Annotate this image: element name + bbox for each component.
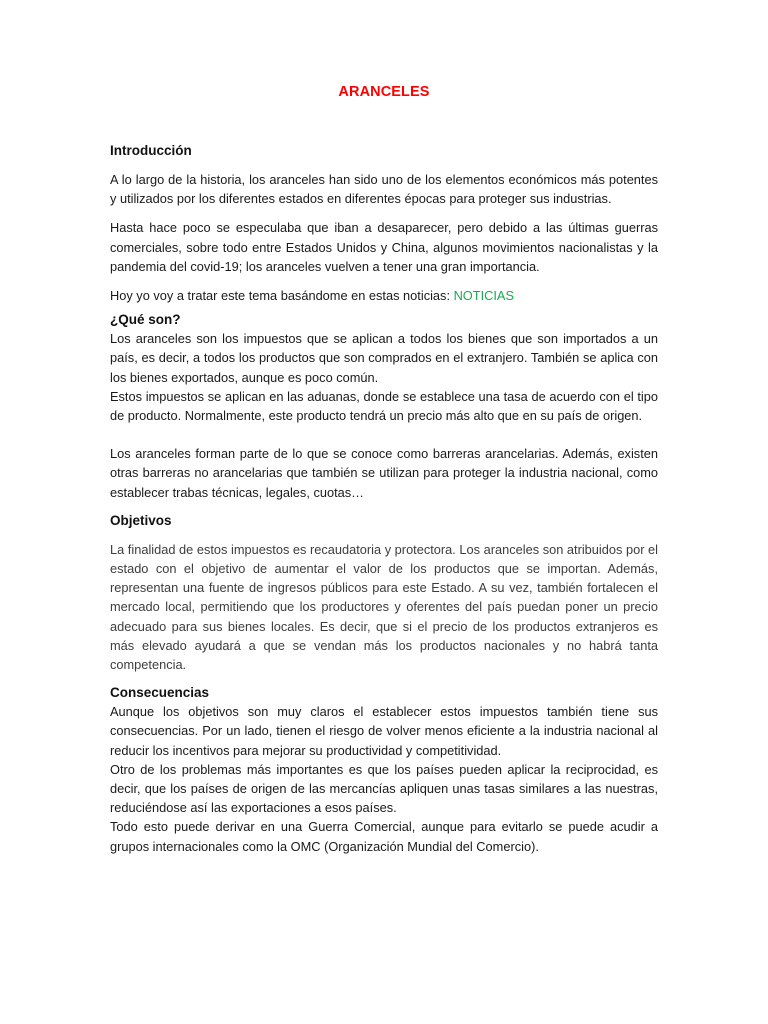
document-title: ARANCELES <box>338 84 430 100</box>
intro-paragraph-2: Hasta hace poco se especulaba que iban a desaparecer, pero debido a las últimas guerras comerciales, sobre todo entre Estados Unidos y China, algunos movimientos nacionalistas y la pandemia del covid-19; los aranceles vuelven a tener una gran importancia. <box>110 220 658 274</box>
heading-consecuencias: Consecuencias <box>110 685 210 701</box>
heading-que-son: ¿Qué son? <box>110 312 181 328</box>
consecuencias-paragraph-1: Aunque los objetivos son muy claros el establecer estos impuestos también tiene sus consecuencias. Por un lado, tienen el riesgo de volver menos eficiente a la industria nacional al reducir los incentivos para mejorar su productividad y competitividad. <box>110 704 658 758</box>
intro-paragraph-3 <box>110 286 658 305</box>
heading-introduccion: Introducción <box>110 143 192 158</box>
consecuencias-paragraph-2: Otro de los problemas más importantes es que los países pueden aplicar la reciprocidad, es decir, que los países de origen de las mercancías apliquen unas tasas similares a las nuestras, reduciéndose así las exportaciones a esos países. <box>110 761 658 816</box>
heading-objetivos: Objetivos <box>110 512 172 528</box>
noticias-link[interactable]: NOTICIAS <box>453 288 514 304</box>
que-son-paragraph-1: Los aranceles son los impuestos que se aplican a todos los bienes que son importados a un país, es decir, a todos los productos que son comprados en el extranjero. También se aplica con los bienes exportados, aunque es poco común. <box>110 331 658 385</box>
intro-paragraph-1: A lo largo de la historia, los aranceles han sido uno de los elementos económicos más potentes y utilizados por los diferentes estados en diferentes épocas para proteger sus industrias. <box>110 172 658 207</box>
que-son-paragraph-3: Los aranceles forman parte de lo que se conoce como barreras arancelarias. Además, existen otras barreras no arancelarias que también se utilizan para proteger la industria nacional, como establecer trabas técnicas, legales, cuotas… <box>110 446 658 500</box>
que-son-paragraph-2: Estos impuestos se aplican en las aduanas, donde se establece una tasa de acuerdo con el tipo de producto. Normalmente, este producto tendrá un precio más alto que en su país de origen. <box>110 388 658 424</box>
intro-paragraph-3-text: Hoy yo voy a tratar este tema basándome en estas noticias: <box>110 288 454 304</box>
objetivos-paragraph-1: La finalidad de estos impuestos es recaudatoria y protectora. Los aranceles son atribuidos por el estado con el objetivo de aumentar el valor de los productos que se importan. Además, representan una fuente de ingresos públicos para este Estado. A su vez, también fortalecen el mercado local, permitiendo que los productores y oferentes del país puedan poner un precio adecuado para sus bienes locales. Es decir, que si el precio de los productos extranjeros es más elevado ayudará a que se vendan más los productos nacionales y no habrá tanta competencia. <box>110 541 658 673</box>
consecuencias-paragraph-3: Todo esto puede derivar en una Guerra Comercial, aunque para evitarlo se puede acudir a grupos internacionales como la OMC (Organización Mundial del Comercio). <box>110 819 658 854</box>
document-page <box>110 84 658 856</box>
